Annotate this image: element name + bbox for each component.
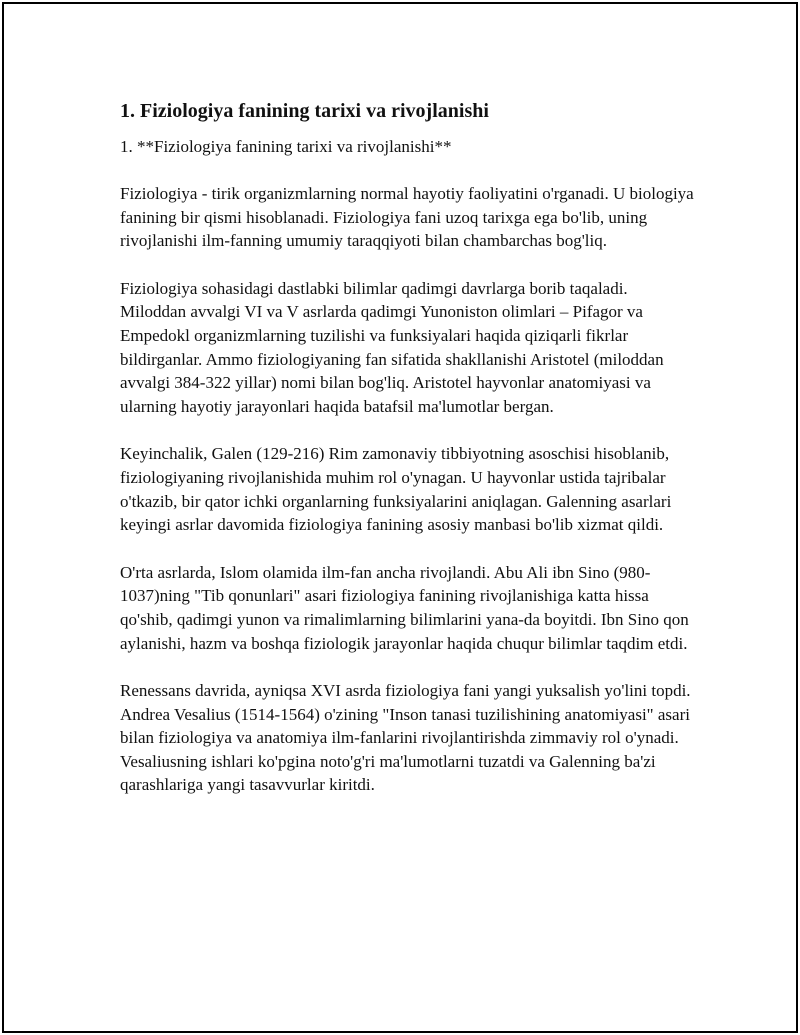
document-subtitle: 1. **Fiziologiya fanining tarixi va rivojlanishi** — [120, 137, 452, 156]
paragraph-middle-ages: O'rta asrlarda, Islom olamida ilm-fan ancha rivojlandi. Abu Ali ibn Sino (980-1037)ning "Tib qonunlari" asari fiziologiya fanining rivojlanishiga katta hissa qo'shib, qadimgi yunon va rimalimlarning bilimlarini yana-da boyitdi. Ibn Sino qon aylanishi, hazm va boshqa fiziologik jarayonlar haqida chuqur bilimlar taqdim etdi. — [120, 562, 689, 653]
document-page — [2, 2, 798, 1033]
paragraph-ancient: Fiziologiya sohasidagi dastlabki bilimlar qadimgi davrlarga borib taqaladi. Miloddan avvalgi VI va V asrlarda qadimgi Yunoniston olimlari – Pifagor va Empedokl organizmlarning tuzilishi va funksiyalari haqida qiziqarli fikrlar bildirganlar. Ammo fiziologiyaning fan sifatida shakllanishi Aristotel (miloddan avvalgi 384-322 yillar) nomi bilan bog'liq. Aristotel hayvonlar anatomiyasi va ularning hayotiy jarayonlari haqida batafsil ma'lumotlar bergan. — [120, 278, 664, 416]
document-body — [120, 99, 695, 821]
paragraph-galen: Keyinchalik, Galen (129-216) Rim zamonaviy tibbiyotning asoschisi hisoblanib, fiziologiyaning rivojlanishida muhim rol o'ynagan. U hayvonlar ustida tajribalar o'tkazib, bir qator ichki organlarning funksiyalarini aniqlagan. Galenning asarlari keyingi asrlar davomida fiziologiya fanining asosiy manbasi bo'lib xizmat qildi. — [120, 444, 672, 535]
document-title: 1. Fiziologiya fanining tarixi va rivojlanishi — [120, 100, 489, 122]
paragraph-intro: Fiziologiya - tirik organizmlarning normal hayotiy faoliyatini o'rganadi. U biologiya fanining bir qismi hisoblanadi. Fiziologiya fani uzoq tarixga ega bo'lib, uning rivojlanishi ilm-fanning umumiy taraqqiyoti bilan chambarchas bog'liq. — [120, 184, 694, 251]
paragraph-renaissance: Renessans davrida, ayniqsa XVI asrda fiziologiya fani yangi yuksalish yo'lini topdi. Andrea Vesalius (1514-1564) o'zining "Inson tanasi tuzilishining anatomiyasi" asari bilan fiziologiya va anatomiya ilm-fanlarini rivojlantirishda zimmaviy rol o'ynadi. Vesaliusning ishlari ko'pgina noto'g'ri ma'lumotlarni tuzatdi va Galenning ba'zi qarashlariga yangi tasavvurlar kiritdi. — [120, 681, 691, 795]
